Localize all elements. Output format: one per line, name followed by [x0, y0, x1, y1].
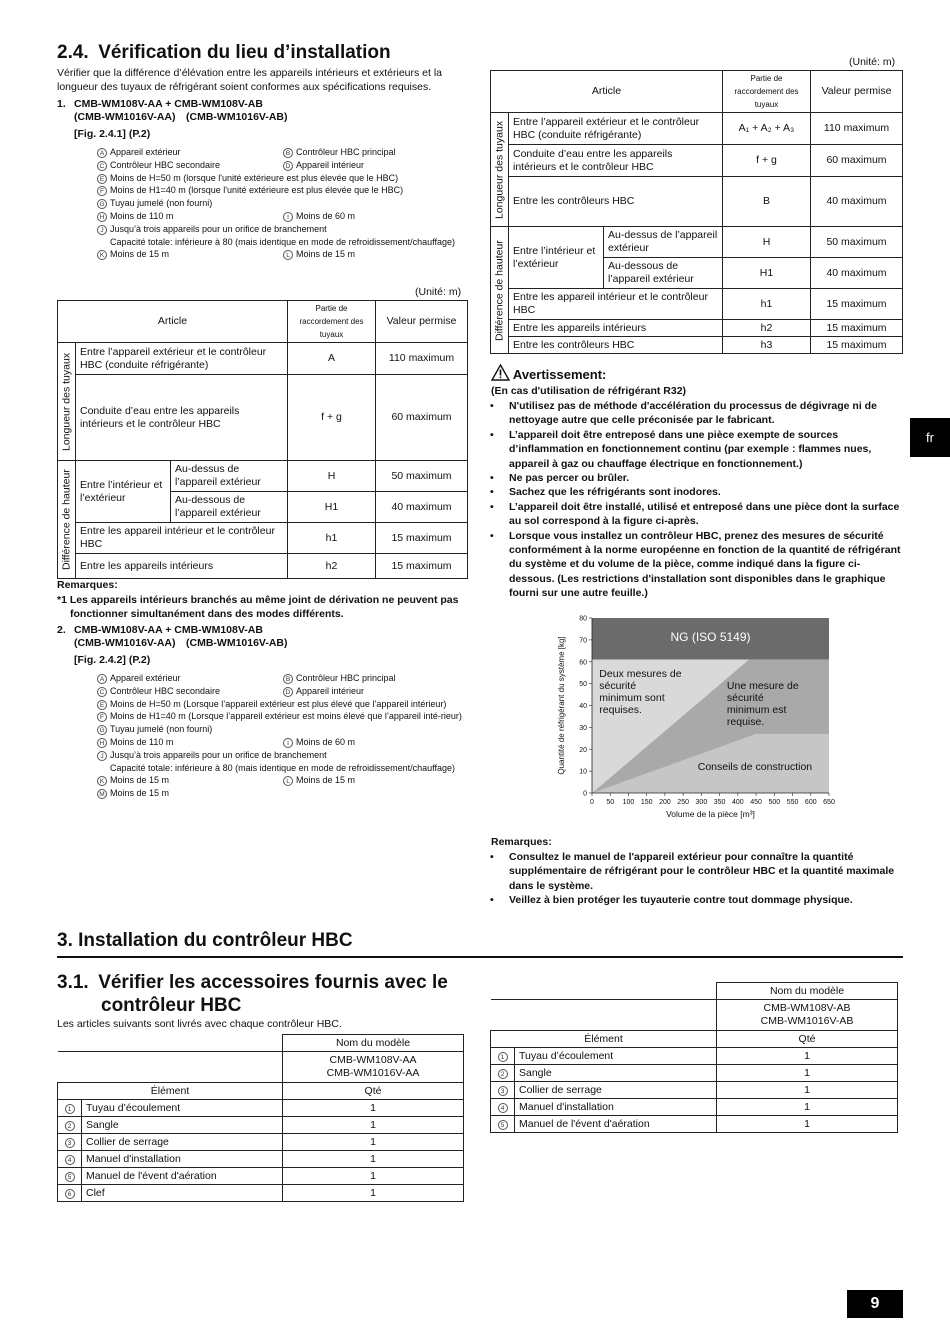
region-two-measures-label-line: minimum sont: [599, 692, 665, 705]
acc-aa-row-qty: 1: [283, 1168, 464, 1185]
accessories-table-ab: [490, 982, 898, 1133]
table2-r6-value: 15 maximum: [811, 320, 903, 337]
table1-r5-label: Entre les appareils intérieurs: [76, 554, 288, 579]
legend-key-m: M: [97, 789, 107, 799]
acc-ab-row-number: [491, 1082, 515, 1099]
number-circle-icon: 3: [498, 1086, 508, 1096]
y-tick-label: 40: [579, 703, 587, 710]
accessories-table-aa: [57, 1034, 464, 1202]
legend-text: Moins de 15 m: [296, 249, 356, 260]
table2-group-longueur: Longueur des tuyaux: [491, 113, 509, 227]
legend-key-k: K: [97, 250, 107, 260]
table1-r4-value: 15 maximum: [376, 523, 468, 554]
acc-aa-row-name: Tuyau d’écoulement: [82, 1100, 283, 1117]
table2-r4-value2: 40 maximum: [811, 258, 903, 289]
acc-aa-row-qty: 1: [283, 1151, 464, 1168]
x-tick-label: 400: [732, 799, 744, 806]
table1-r3-part1: H: [288, 461, 376, 492]
legend-text: Appareil extérieur: [110, 673, 181, 683]
table2-r2-label: Conduite d’eau entre les appareils intérieurs et le contrôleur HBC: [509, 145, 723, 177]
acc-aa-row-number: [58, 1134, 82, 1151]
case2-legend: [97, 672, 477, 800]
legend-key-l: L: [283, 250, 293, 260]
acc-ab-row-name: Manuel de l'évent d'aération: [515, 1116, 717, 1133]
case1-models-line2: (CMB-WM1016V-AA) (CMB-WM1016V-AB): [74, 111, 288, 123]
x-tick-label: 600: [804, 799, 817, 806]
table2-r5-label: Entre les appareil intérieur et le contrôleur HBC: [509, 289, 723, 320]
warning-header: [491, 364, 606, 382]
legend-col-b: [283, 146, 396, 159]
legend-text: Appareil intérieur: [296, 159, 365, 170]
acc-aa-row-qty: 1: [283, 1134, 464, 1151]
legend-row: [97, 672, 477, 685]
number-circle-icon: 4: [65, 1155, 75, 1165]
section-3-title: 3. Installation du contrôleur HBC: [57, 930, 353, 951]
chart-x-label: Volume de la pièce [m³]: [666, 809, 755, 819]
table2-r2-value: 60 maximum: [811, 145, 903, 177]
refrigerant-chart: [550, 610, 850, 825]
acc-aa-row-name: Collier de serrage: [82, 1134, 283, 1151]
region-one-measure-label-line: Une mesure de: [726, 680, 799, 693]
table2-r4-sub1: Au-dessus de l’appareil extérieur: [604, 227, 723, 258]
legend-text: Moins de H=50 m (Lorsque l’appareil extérieur est plus élevé que l’appareil intérieur): [110, 698, 447, 709]
acc-aa-row-name: Manuel d'installation: [82, 1151, 283, 1168]
acc-ab-row-qty: 1: [717, 1048, 898, 1065]
legend-row: [97, 736, 477, 749]
remark1-text: *1 Les appareils intérieurs branchés au même joint de dérivation ne peuvent pas fonctionner simultanément dans des modes différents.: [57, 594, 459, 621]
y-tick-label: 70: [579, 637, 587, 645]
acc-aa-models: [283, 1052, 464, 1083]
acc-aa-row-name: Clef: [82, 1185, 283, 1202]
legend-text: Moins de 60 m: [296, 210, 356, 221]
acc-ab-row: [491, 1065, 898, 1082]
case1-legend: [97, 146, 477, 261]
legend-text: Appareil intérieur: [296, 685, 365, 696]
section-3-1-title-line2: contrôleur HBC: [101, 995, 242, 1016]
table2-unit: (Unité: m): [849, 56, 896, 68]
table1-r5-part: h2: [288, 554, 376, 579]
case2-models-line1: CMB-WM108V-AA + CMB-WM108V-AB: [74, 624, 263, 636]
legend-key-h: H: [97, 738, 107, 748]
legend-col-b: [283, 210, 355, 223]
legend-text: Moins de 15 m: [110, 249, 170, 260]
table2-r5-part: h1: [723, 289, 811, 320]
acc-aa-h-model: Nom du modèle: [283, 1035, 464, 1052]
legend-key-e: E: [97, 174, 107, 184]
legend-col-b: [283, 159, 364, 172]
x-tick-label: 450: [750, 799, 762, 806]
legend-key-b: B: [283, 674, 293, 684]
acc-ab-row-name: Tuyau d’écoulement: [515, 1048, 717, 1065]
table1-r1-value: 110 maximum: [376, 343, 468, 375]
section-3-1-title: [57, 971, 448, 1017]
legend-key-b: B: [283, 148, 293, 158]
legend-row: [97, 146, 477, 159]
page-number: 9: [847, 1290, 903, 1318]
legend-key-g: G: [97, 725, 107, 735]
legend-col-b: [283, 736, 355, 749]
table1-r2-part: f + g: [288, 375, 376, 461]
region-ng-label-line: NG (ISO 5149): [670, 629, 751, 644]
warning-bullet: • L’appareil doit être entreposé dans une pièce exempte de sources d’inflammation en fonctionnement continu (par exemple : flammes nues, appareil à gaz ou chauffage électrique en fonctionnement.): [490, 428, 903, 471]
legend-col-b: [283, 248, 355, 261]
acc-ab-row-name: Collier de serrage: [515, 1082, 717, 1099]
section-3-1-title-line1: 3.1. Vérifier les accessoires fournis avec le: [57, 972, 448, 993]
acc-ab-row-number: [491, 1048, 515, 1065]
table2-r3-label: Entre les contrôleurs HBC: [509, 177, 723, 227]
number-circle-icon: 2: [65, 1121, 75, 1131]
number-circle-icon: 1: [65, 1104, 75, 1114]
x-tick-label: 650: [823, 799, 835, 806]
number-circle-icon: 6: [65, 1189, 75, 1199]
table2-r7-part: h3: [723, 337, 811, 354]
number-circle-icon: 1: [498, 1052, 508, 1062]
table1-r3-value2: 40 maximum: [376, 492, 468, 523]
table1-r3-sub2: Au-dessous de l’appareil extérieur: [171, 492, 288, 523]
number-circle-icon: 3: [65, 1138, 75, 1148]
legend-key-d: D: [283, 161, 293, 171]
x-tick-label: 550: [786, 799, 799, 806]
legend-text: Moins de H1=40 m (lorsque l'unité extérieure est plus élevée que le HBC): [110, 185, 404, 196]
legend-key-h: H: [97, 212, 107, 222]
table1-r1-part: A: [288, 343, 376, 375]
table1-unit: (Unité: m): [415, 286, 462, 298]
acc-ab-row-qty: 1: [717, 1082, 898, 1099]
remarks2-title: Remarques:: [491, 836, 552, 848]
legend-text: Tuyau jumelé (non fourni): [110, 724, 213, 735]
y-tick-label: 20: [579, 746, 587, 754]
acc-ab-row-qty: 1: [717, 1065, 898, 1082]
x-tick-label: 350: [713, 799, 726, 806]
legend-row: [97, 248, 477, 261]
acc-ab-row: [491, 1048, 898, 1065]
section-2-4-intro: Vérifier que la différence d’élévation entre les appareils intérieurs et extérieurs et la longueur des tuyaux de réfrigérant soient conformes aux spécifications requises.: [57, 67, 443, 93]
table1-r1-label: Entre l’appareil extérieur et le contrôleur HBC (conduite réfrigérante): [76, 343, 288, 375]
legend-col-b: [283, 672, 396, 685]
table2-r1-label: Entre l’appareil extérieur et le contrôleur HBC (conduite réfrigérante): [509, 113, 723, 145]
legend-row: [97, 723, 477, 736]
table2: [490, 70, 903, 354]
acc-ab-h-qty: Qté: [717, 1031, 898, 1048]
legend-text: Moins de H1=40 m (Lorsque l’appareil extérieur est moins élevé que l’appareil inté-rieur): [110, 711, 462, 722]
table2-h-valeur: Valeur permise: [811, 71, 903, 113]
table2-r4-value1: 50 maximum: [811, 227, 903, 258]
legend-key-i: I: [283, 738, 293, 748]
legend-row: [97, 749, 477, 762]
legend-row: [97, 210, 477, 223]
legend-row: [97, 197, 477, 210]
acc-aa-row-name: Manuel de l'évent d'aération: [82, 1168, 283, 1185]
y-tick-label: 50: [579, 681, 587, 689]
acc-ab-model1: CMB-WM108V-AB: [763, 1002, 851, 1014]
table2-r4-part2: H1: [723, 258, 811, 289]
table2-r5-value: 15 maximum: [811, 289, 903, 320]
legend-text: Moins de H=50 m (lorsque l'unité extérieure est plus élevée que le HBC): [110, 172, 399, 183]
legend-text: Moins de 110 m: [110, 736, 174, 747]
table2-r7-value: 15 maximum: [811, 337, 903, 354]
legend-text: Jusqu’à trois appareils pour un orifice de branchement: [110, 749, 327, 760]
acc-ab-row: [491, 1099, 898, 1116]
case1-num: 1.: [57, 98, 66, 110]
legend-key-i: I: [283, 212, 293, 222]
x-tick-label: 250: [677, 799, 689, 806]
case2-num: 2.: [57, 624, 66, 636]
legend-key-c: C: [97, 687, 107, 697]
acc-aa-row: [58, 1185, 464, 1202]
case2-models: [57, 624, 477, 667]
legend-text: Moins de 60 m: [296, 736, 356, 747]
region-one-measure-label-line: sécurité: [726, 692, 764, 705]
y-tick-label: 30: [579, 724, 587, 732]
table1-r3-part2: H1: [288, 492, 376, 523]
table1-group-longueur: Longueur des tuyaux: [58, 343, 76, 461]
x-tick-label: 300: [695, 799, 708, 806]
acc-aa-h-qty: Qté: [283, 1083, 464, 1100]
legend-text: Contrôleur HBC secondaire: [110, 685, 221, 696]
legend-key-j: J: [97, 225, 107, 235]
acc-aa-row: [58, 1117, 464, 1134]
x-tick-label: 100: [622, 799, 635, 806]
section-3-1-intro: Les articles suivants sont livrés avec chaque contrôleur HBC.: [57, 1018, 342, 1030]
table1-r2-label: Conduite d’eau entre les appareils intérieurs et le contrôleur HBC: [76, 375, 288, 461]
case1-fig-ref: [Fig. 2.4.1] (P.2): [74, 128, 151, 140]
chart-y-label: Quantité de réfrigérant du système [kg]: [557, 636, 566, 775]
legend-key-k: K: [97, 776, 107, 786]
remarks2-bullet: • Veillez à bien protéger les tuyauterie contre tout dommage physique.: [490, 893, 903, 907]
legend-key-f: F: [97, 186, 107, 196]
acc-aa-row-qty: 1: [283, 1100, 464, 1117]
number-circle-icon: 2: [498, 1069, 508, 1079]
acc-aa-row-number: [58, 1185, 82, 1202]
acc-ab-h-item: Élément: [491, 1031, 717, 1048]
case2-fig-ref: [Fig. 2.4.2] (P.2): [74, 654, 151, 666]
acc-ab-row-qty: 1: [717, 1099, 898, 1116]
table2-r1-part: A₁ + A₂ + A₃: [723, 113, 811, 145]
y-tick-label: 0: [583, 790, 587, 798]
remarks2-bullet: • Consultez le manuel de l'appareil extérieur pour connaître la quantité supplémentaire de réfrigérant pour le contrôleur HBC et la quantité maximale dans le système.: [490, 850, 903, 893]
legend-key-g: G: [97, 199, 107, 209]
table1-h-article: Article: [58, 301, 288, 343]
legend-text: Moins de 110 m: [110, 210, 174, 221]
table2-group-hauteur: Différence de hauteur: [491, 227, 509, 354]
region-two-measures-label-line: Deux mesures de: [599, 668, 682, 681]
legend-row: [97, 698, 477, 711]
x-tick-label: 150: [640, 799, 653, 806]
legend-row: [97, 184, 477, 197]
case1-models: [57, 98, 477, 141]
legend-key-l: L: [283, 776, 293, 786]
x-tick-label: 200: [659, 799, 671, 806]
warning-title: Avertissement:: [512, 367, 607, 382]
legend-col-b: [283, 685, 364, 698]
acc-ab-row-qty: 1: [717, 1116, 898, 1133]
y-tick-label: 80: [579, 615, 587, 623]
legend-key-e: E: [97, 700, 107, 710]
acc-ab-model2: CMB-WM1016V-AB: [760, 1015, 854, 1027]
region-two-measures-label-line: requises.: [599, 704, 642, 717]
table1-r3-label: Entre l’intérieur et l’extérieur: [76, 461, 171, 523]
legend-key-a: A: [97, 148, 107, 158]
x-tick-label: 0: [590, 799, 594, 806]
legend-text: Contrôleur HBC principal: [296, 147, 396, 157]
table1-r4-part: h1: [288, 523, 376, 554]
warning-bullet: • L’appareil doit être installé, utilisé et entreposé dans une pièce dont la surface au sol correspond à la figure ci-après.: [490, 500, 903, 529]
legend-key-c: C: [97, 161, 107, 171]
table1-r4-label: Entre les appareil intérieur et le contrôleur HBC: [76, 523, 288, 554]
acc-aa-h-item: Élément: [58, 1083, 283, 1100]
acc-aa-row: [58, 1151, 464, 1168]
acc-aa-row-qty: 1: [283, 1185, 464, 1202]
table2-r3-value: 40 maximum: [811, 177, 903, 227]
region-construction-label: [698, 761, 813, 773]
table1-r3-value1: 50 maximum: [376, 461, 468, 492]
acc-aa-row-number: [58, 1151, 82, 1168]
section-2-4-title: 2.4. Vérification du lieu d’installation: [57, 42, 391, 63]
table2-r4-sub2: Au-dessous de l’appareil extérieur: [604, 258, 723, 289]
acc-ab-row-number: [491, 1065, 515, 1082]
table2-r6-part: h2: [723, 320, 811, 337]
region-one-measure-label-line: minimum est: [726, 704, 787, 717]
warning-triangle-icon: [491, 364, 510, 381]
legend-row: [97, 159, 477, 172]
acc-aa-row-number: [58, 1168, 82, 1185]
table1-r3-sub1: Au-dessus de l’appareil extérieur: [171, 461, 288, 492]
table1-group-hauteur: Différence de hauteur: [58, 461, 76, 579]
legend-key-f: F: [97, 712, 107, 722]
legend-row: [97, 787, 477, 800]
warning-subtitle: (En cas d'utilisation de réfrigérant R32): [491, 385, 687, 397]
legend-row: [97, 223, 477, 236]
case1-models-line1: CMB-WM108V-AA + CMB-WM108V-AB: [74, 98, 263, 110]
table2-h-article: Article: [491, 71, 723, 113]
region-construction-label-line: Conseils de construction: [697, 761, 813, 774]
region-one-measure-label-line: requise.: [726, 716, 765, 729]
x-tick-label: 50: [606, 799, 615, 806]
number-circle-icon: 4: [498, 1103, 508, 1113]
acc-aa-model1: CMB-WM108V-AA: [329, 1054, 417, 1066]
table2-r3-part: B: [723, 177, 811, 227]
table1-h-valeur: Valeur permise: [376, 301, 468, 343]
number-circle-icon: 5: [498, 1120, 508, 1130]
table2-r4-label: Entre l’intérieur et l’extérieur: [509, 227, 604, 289]
legend-key-d: D: [283, 687, 293, 697]
language-tab: fr: [910, 418, 950, 457]
legend-col-b: [283, 774, 355, 787]
table2-r1-value: 110 maximum: [811, 113, 903, 145]
warning-list: [490, 399, 903, 601]
legend-row: [97, 685, 477, 698]
acc-aa-model2: CMB-WM1016V-AA: [326, 1067, 420, 1079]
legend-text: Moins de 15 m: [110, 775, 170, 786]
case2-models-line2: (CMB-WM1016V-AA) (CMB-WM1016V-AB): [74, 637, 288, 649]
acc-aa-row-name: Sangle: [82, 1117, 283, 1134]
acc-aa-row: [58, 1168, 464, 1185]
legend-text: Jusqu’à trois appareils pour un orifice de branchement: [110, 223, 327, 234]
acc-ab-row-name: Manuel d'installation: [515, 1099, 717, 1116]
y-tick-label: 10: [579, 768, 587, 776]
table1-h-partie: Partie de raccordement des tuyaux: [288, 301, 376, 343]
number-circle-icon: 5: [65, 1172, 75, 1182]
legend-row: [97, 710, 477, 723]
acc-aa-row-number: [58, 1100, 82, 1117]
legend-text: Contrôleur HBC secondaire: [110, 159, 221, 170]
acc-ab-h-model: Nom du modèle: [717, 983, 898, 1000]
table2-r4-part1: H: [723, 227, 811, 258]
acc-ab-row: [491, 1116, 898, 1133]
legend-text: Tuyau jumelé (non fourni): [110, 198, 213, 209]
acc-aa-row: [58, 1100, 464, 1117]
acc-aa-row-qty: 1: [283, 1117, 464, 1134]
table2-r2-part: f + g: [723, 145, 811, 177]
acc-ab-row-name: Sangle: [515, 1065, 717, 1082]
acc-ab-row: [491, 1082, 898, 1099]
table1-r5-value: 15 maximum: [376, 554, 468, 579]
warning-bullet: • Ne pas percer ou brûler.: [490, 471, 903, 485]
acc-ab-row-number: [491, 1099, 515, 1116]
warning-bullet: • N'utilisez pas de méthode d'accélération du processus de dégivrage ni de nettoyage autre que celle préconisée par le fabricant.: [490, 399, 903, 428]
legend-row: [97, 774, 477, 787]
legend-capacity: Capacité totale: inférieure à 80 (mais identique en mode de refroidissement/chauffage): [110, 762, 456, 773]
remarks1-title: Remarques:: [57, 579, 118, 591]
warning-bullet: • Sachez que les réfrigérants sont inodores.: [490, 485, 903, 499]
table2-r6-label: Entre les appareils intérieurs: [509, 320, 723, 337]
x-tick-label: 500: [768, 799, 781, 806]
legend-row: [97, 172, 477, 185]
legend-text: Moins de 15 m: [110, 788, 170, 799]
acc-ab-row-number: [491, 1116, 515, 1133]
acc-ab-models: [717, 1000, 898, 1031]
legend-text: Appareil extérieur: [110, 147, 181, 157]
legend-key-a: A: [97, 674, 107, 684]
section-3-rule: [57, 956, 903, 958]
legend-text: Contrôleur HBC principal: [296, 673, 396, 683]
table2-h-partie: Partie de raccordement des tuyaux: [723, 71, 811, 113]
legend-text: Moins de 15 m: [296, 775, 356, 786]
table2-r7-label: Entre les contrôleurs HBC: [509, 337, 723, 354]
table1-r2-value: 60 maximum: [376, 375, 468, 461]
y-tick-label: 60: [579, 659, 587, 667]
region-ng-label: [670, 630, 750, 644]
acc-aa-row-number: [58, 1117, 82, 1134]
acc-aa-row: [58, 1134, 464, 1151]
legend-capacity: Capacité totale: inférieure à 80 (mais identique en mode de refroidissement/chauffage): [110, 236, 456, 247]
remarks2-list: [490, 850, 903, 908]
region-two-measures-label-line: sécurité: [599, 680, 637, 693]
warning-bullet: • Lorsque vous installez un contrôleur HBC, prenez des mesures de sécurité conformément à la norme européenne en fonction de la quantité de réfrigérant du système et du volume de la pièce, comme indiqué dans la figure ci-dessous. (Les restrictions d'installation sont disponibles dans le graphique fourni sur une autre feuille.): [490, 529, 903, 601]
table1: [57, 300, 468, 579]
legend-key-j: J: [97, 751, 107, 761]
